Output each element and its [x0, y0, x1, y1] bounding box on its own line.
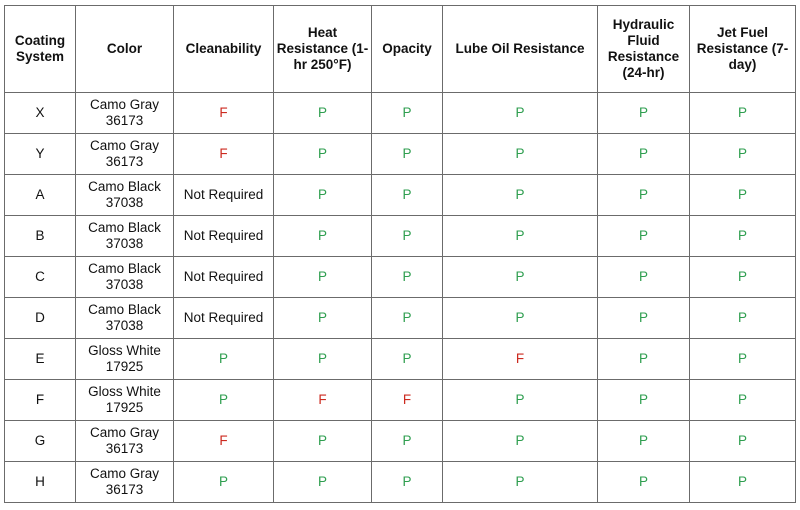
cell-jet-fuel-resistance: P — [690, 257, 796, 298]
cell-lube-oil-resistance: P — [443, 380, 598, 421]
cell-jet-fuel-resistance: P — [690, 175, 796, 216]
cell-opacity: P — [372, 134, 443, 175]
cell-opacity: P — [372, 175, 443, 216]
coating-results-table — [4, 5, 796, 503]
header-heat-resistance: Heat Resistance (1-hr 250°F) — [274, 6, 372, 93]
cell-heat-resistance: P — [274, 421, 372, 462]
table-row — [5, 380, 796, 421]
header-cleanability: Cleanability — [174, 6, 274, 93]
cell-heat-resistance: P — [274, 339, 372, 380]
cell-jet-fuel-resistance: P — [690, 421, 796, 462]
cell-color: Camo Black 37038 — [76, 257, 174, 298]
table-row — [5, 175, 796, 216]
cell-heat-resistance: P — [274, 216, 372, 257]
cell-cleanability: Not Required — [174, 257, 274, 298]
cell-lube-oil-resistance: P — [443, 216, 598, 257]
cell-opacity: P — [372, 462, 443, 503]
cell-cleanability: F — [174, 93, 274, 134]
cell-coating-system: E — [5, 339, 76, 380]
cell-jet-fuel-resistance: P — [690, 216, 796, 257]
cell-color: Camo Black 37038 — [76, 216, 174, 257]
table-row — [5, 462, 796, 503]
cell-cleanability: P — [174, 380, 274, 421]
cell-heat-resistance: F — [274, 380, 372, 421]
table-row — [5, 339, 796, 380]
cell-color: Camo Gray 36173 — [76, 134, 174, 175]
cell-lube-oil-resistance: P — [443, 462, 598, 503]
cell-jet-fuel-resistance: P — [690, 134, 796, 175]
cell-hydraulic-fluid-resistance: P — [598, 298, 690, 339]
cell-color: Camo Black 37038 — [76, 175, 174, 216]
header-color: Color — [76, 6, 174, 93]
cell-heat-resistance: P — [274, 298, 372, 339]
table-row — [5, 421, 796, 462]
cell-hydraulic-fluid-resistance: P — [598, 216, 690, 257]
cell-jet-fuel-resistance: P — [690, 93, 796, 134]
cell-opacity: P — [372, 257, 443, 298]
table-row — [5, 134, 796, 175]
cell-color: Camo Gray 36173 — [76, 462, 174, 503]
cell-heat-resistance: P — [274, 134, 372, 175]
cell-coating-system: F — [5, 380, 76, 421]
cell-lube-oil-resistance: P — [443, 257, 598, 298]
cell-color: Camo Gray 36173 — [76, 421, 174, 462]
cell-lube-oil-resistance: F — [443, 339, 598, 380]
cell-hydraulic-fluid-resistance: P — [598, 421, 690, 462]
header-row — [5, 6, 796, 93]
cell-jet-fuel-resistance: P — [690, 298, 796, 339]
cell-coating-system: Y — [5, 134, 76, 175]
cell-coating-system: B — [5, 216, 76, 257]
cell-jet-fuel-resistance: P — [690, 380, 796, 421]
cell-hydraulic-fluid-resistance: P — [598, 134, 690, 175]
cell-cleanability: F — [174, 421, 274, 462]
table-row — [5, 257, 796, 298]
cell-heat-resistance: P — [274, 257, 372, 298]
cell-coating-system: D — [5, 298, 76, 339]
cell-hydraulic-fluid-resistance: P — [598, 462, 690, 503]
cell-lube-oil-resistance: P — [443, 175, 598, 216]
cell-opacity: P — [372, 421, 443, 462]
cell-cleanability: P — [174, 339, 274, 380]
table-row — [5, 93, 796, 134]
cell-heat-resistance: P — [274, 462, 372, 503]
cell-jet-fuel-resistance: P — [690, 462, 796, 503]
cell-cleanability: Not Required — [174, 175, 274, 216]
cell-opacity: P — [372, 298, 443, 339]
cell-color: Camo Black 37038 — [76, 298, 174, 339]
cell-lube-oil-resistance: P — [443, 93, 598, 134]
cell-opacity: P — [372, 216, 443, 257]
cell-cleanability: Not Required — [174, 216, 274, 257]
header-jet-fuel-resistance: Jet Fuel Resistance (7-day) — [690, 6, 796, 93]
cell-hydraulic-fluid-resistance: P — [598, 380, 690, 421]
cell-coating-system: H — [5, 462, 76, 503]
cell-hydraulic-fluid-resistance: P — [598, 175, 690, 216]
cell-lube-oil-resistance: P — [443, 421, 598, 462]
header-opacity: Opacity — [372, 6, 443, 93]
cell-opacity: P — [372, 93, 443, 134]
cell-hydraulic-fluid-resistance: P — [598, 339, 690, 380]
header-hydraulic-fluid-resistance: Hydraulic Fluid Resistance (24-hr) — [598, 6, 690, 93]
cell-heat-resistance: P — [274, 175, 372, 216]
cell-opacity: P — [372, 339, 443, 380]
cell-cleanability: F — [174, 134, 274, 175]
cell-coating-system: A — [5, 175, 76, 216]
cell-coating-system: X — [5, 93, 76, 134]
cell-lube-oil-resistance: P — [443, 298, 598, 339]
cell-jet-fuel-resistance: P — [690, 339, 796, 380]
table-row — [5, 216, 796, 257]
table-row — [5, 298, 796, 339]
cell-lube-oil-resistance: P — [443, 134, 598, 175]
cell-heat-resistance: P — [274, 93, 372, 134]
header-lube-oil-resistance: Lube Oil Resistance — [443, 6, 598, 93]
cell-cleanability: Not Required — [174, 298, 274, 339]
cell-color: Gloss White 17925 — [76, 339, 174, 380]
header-coating-system: Coating System — [5, 6, 76, 93]
cell-coating-system: C — [5, 257, 76, 298]
cell-color: Camo Gray 36173 — [76, 93, 174, 134]
cell-hydraulic-fluid-resistance: P — [598, 93, 690, 134]
cell-hydraulic-fluid-resistance: P — [598, 257, 690, 298]
cell-opacity: F — [372, 380, 443, 421]
cell-coating-system: G — [5, 421, 76, 462]
cell-cleanability: P — [174, 462, 274, 503]
cell-color: Gloss White 17925 — [76, 380, 174, 421]
